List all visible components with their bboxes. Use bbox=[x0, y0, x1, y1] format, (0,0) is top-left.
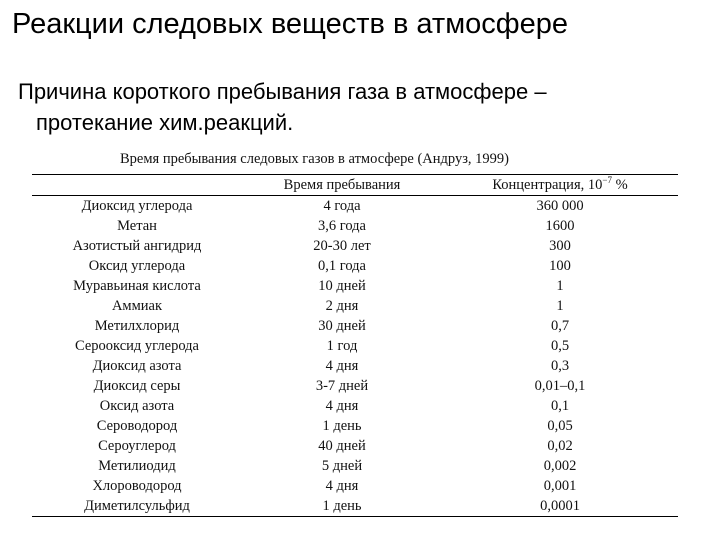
table-header-row bbox=[32, 175, 678, 196]
cell-concentration: 0,5 bbox=[550, 338, 570, 354]
table-row bbox=[32, 456, 678, 476]
header-concentration-suffix: % bbox=[611, 177, 628, 193]
cell-time: 1 день bbox=[322, 418, 362, 434]
cell-concentration: 0,0001 bbox=[442, 496, 678, 517]
cell-name: Муравьиная кислота bbox=[73, 278, 201, 294]
cell-name: Хлороводород bbox=[92, 478, 182, 494]
table-row bbox=[32, 496, 678, 517]
table-row bbox=[32, 196, 678, 217]
slide-title: Реакции следовых веществ в атмосфере bbox=[12, 8, 569, 40]
cell-name: Диметилсульфид bbox=[32, 496, 242, 517]
cell-concentration: 0,1 bbox=[550, 398, 570, 414]
header-concentration-exponent: −7 bbox=[602, 175, 612, 186]
bullet-line-1: Причина короткого пребывания газа в атмосфере – bbox=[18, 79, 547, 104]
bullet-line-2: протекание хим.реакций. bbox=[36, 110, 294, 135]
cell-time: 3,6 года bbox=[318, 218, 366, 234]
cell-concentration: 0,3 bbox=[550, 358, 570, 374]
table-row bbox=[32, 436, 678, 456]
table-body bbox=[32, 196, 678, 517]
cell-time: 4 дня bbox=[325, 358, 359, 374]
residence-time-table-block bbox=[32, 150, 678, 517]
table-row bbox=[32, 256, 678, 276]
cell-name: Метилхлорид bbox=[94, 318, 180, 334]
header-concentration bbox=[442, 175, 678, 196]
cell-name: Аммиак bbox=[111, 298, 163, 314]
cell-time: 4 дня bbox=[325, 478, 359, 494]
residence-time-table bbox=[32, 174, 678, 517]
table-row bbox=[32, 316, 678, 336]
cell-name: Сероводород bbox=[96, 418, 178, 434]
cell-name: Диоксид азота bbox=[92, 358, 182, 374]
cell-concentration: 1 bbox=[556, 298, 564, 314]
cell-concentration: 1600 bbox=[545, 218, 575, 234]
cell-concentration: 300 bbox=[549, 238, 571, 254]
cell-name: Сероуглерод bbox=[98, 438, 176, 454]
table-row bbox=[32, 356, 678, 376]
header-residence-time: Время пребывания bbox=[242, 175, 442, 196]
table-row bbox=[32, 476, 678, 496]
header-name bbox=[32, 175, 242, 196]
cell-name: Азотистый ангидрид bbox=[72, 238, 202, 254]
table-row bbox=[32, 336, 678, 356]
cell-concentration: 0,02 bbox=[547, 438, 573, 454]
cell-time: 30 дней bbox=[318, 318, 366, 334]
cell-name: Метан bbox=[117, 218, 157, 234]
cell-name: Оксид углерода bbox=[88, 258, 186, 274]
cell-concentration: 360 000 bbox=[536, 198, 584, 214]
cell-time: 3-7 дней bbox=[315, 378, 369, 394]
cell-name: Метилиодид bbox=[98, 458, 176, 474]
cell-time: 2 дня bbox=[325, 298, 359, 314]
cell-concentration: 1 bbox=[556, 278, 564, 294]
table-row bbox=[32, 296, 678, 316]
cell-time: 4 года bbox=[323, 198, 361, 214]
table-row bbox=[32, 416, 678, 436]
table-row bbox=[32, 276, 678, 296]
cell-time: 40 дней bbox=[318, 438, 366, 454]
cell-time: 20-30 лет bbox=[313, 238, 371, 254]
table-row bbox=[32, 236, 678, 256]
cell-name: Серооксид углерода bbox=[75, 338, 199, 354]
cell-time: 1 день bbox=[242, 496, 442, 517]
cell-time: 4 дня bbox=[325, 398, 359, 414]
cell-concentration: 0,001 bbox=[543, 478, 577, 494]
cell-time: 1 год bbox=[326, 338, 358, 354]
cell-name: Диоксид серы bbox=[93, 378, 181, 394]
cell-time: 10 дней bbox=[318, 278, 366, 294]
cell-concentration: 100 bbox=[549, 258, 571, 274]
table-caption: Время пребывания следовых газов в атмосфере (Андруз, 1999) bbox=[120, 151, 510, 167]
cell-concentration: 0,7 bbox=[550, 318, 570, 334]
cell-name: Диоксид углерода bbox=[81, 198, 193, 214]
cell-concentration: 0,05 bbox=[547, 418, 573, 434]
cell-name: Оксид азота bbox=[99, 398, 175, 414]
cell-concentration: 0,01–0,1 bbox=[534, 378, 586, 394]
table-row bbox=[32, 216, 678, 236]
header-concentration-prefix: Концентрация, 10 bbox=[492, 177, 603, 193]
cell-time: 5 дней bbox=[321, 458, 363, 474]
cell-time: 0,1 года bbox=[318, 258, 366, 274]
table-row bbox=[32, 396, 678, 416]
cell-concentration: 0,002 bbox=[543, 458, 577, 474]
bullet-text bbox=[18, 76, 708, 138]
table-row bbox=[32, 376, 678, 396]
